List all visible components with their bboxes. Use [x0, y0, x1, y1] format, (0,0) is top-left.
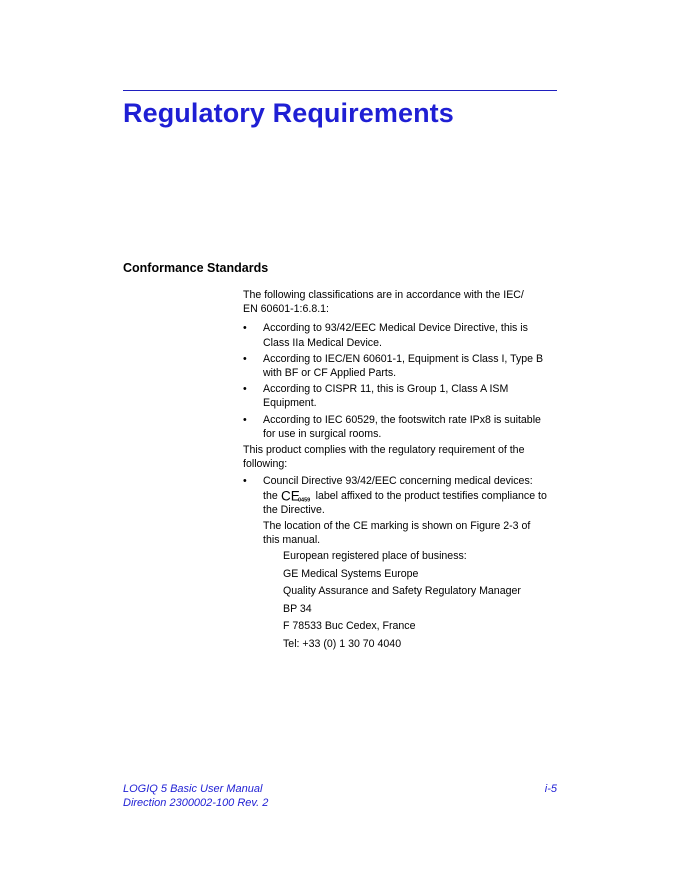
list-item: • According to CISPR 11, this is Group 1, Class A ISM Equipment. [243, 383, 509, 410]
footer-page-number: i-5 [544, 783, 557, 795]
address-city: F 78533 Buc Cedex, France [283, 620, 416, 633]
ce-notified-body-number: 0459 [297, 497, 310, 503]
directive-list [243, 474, 563, 651]
footer-direction: Direction 2300002-100 Rev. 2 [123, 797, 269, 809]
bullet-icon: • [243, 352, 247, 365]
address-label: European registered place of business: [283, 550, 467, 563]
intro-line-2: EN 60601-1:6.8.1: [243, 303, 329, 316]
business-address [263, 549, 563, 651]
intro-paragraph [243, 288, 563, 316]
list-item: • According to IEC 60529, the footswitch rate IPx8 is suitable for use in surgical rooms. [243, 413, 541, 440]
footer-left [123, 782, 268, 810]
classification-list [243, 321, 563, 441]
footer-manual-title: LOGIQ 5 Basic User Manual [123, 783, 263, 795]
compliance-paragraph: This product complies with the regulatory requirement of the following: [243, 444, 525, 471]
address-company: GE Medical Systems Europe [283, 567, 419, 580]
address-box: BP 34 [283, 602, 312, 615]
list-item: • Council Directive 93/42/EEC concerning medical devices: the CE 0459 label affixed to the product testifies compliance to the Directive. The location of the CE marking is shown on Figure 2-3 of this manual. European registered place of business: GE Medical Systems Europe Quality Assurance and Safety Regulatory Manager BP 34 F 78533 Buc Cedex, France Tel: +33 (0) 1 30 70 4040 [243, 474, 563, 651]
section-body [243, 288, 563, 654]
page-title: Regulatory Requirements [123, 98, 454, 128]
section-heading: Conformance Standards [123, 261, 269, 275]
address-department: Quality Assurance and Safety Regulatory Manager [283, 585, 521, 598]
address-tel: Tel: +33 (0) 1 30 70 4040 [283, 637, 402, 650]
ce-mark-letters: CE [280, 488, 300, 503]
bullet-icon: • [243, 383, 247, 396]
header-rule [123, 90, 557, 91]
list-item: • According to IEC/EN 60601-1, Equipment is Class I, Type B with BF or CF Applied Parts. [243, 352, 544, 380]
bullet-icon: • [243, 475, 247, 488]
intro-line-1: The following classifications are in accordance with the IEC/ [243, 289, 524, 301]
ce-mark-icon [281, 489, 313, 503]
bullet-icon: • [243, 413, 247, 426]
ce-location-note: The location of the CE marking is shown on Figure 2-3 of this manual. [263, 520, 531, 547]
list-item: • According to 93/42/EEC Medical Device Directive, this is Class IIa Medical Device. [243, 322, 528, 349]
bullet-icon: • [243, 322, 247, 335]
